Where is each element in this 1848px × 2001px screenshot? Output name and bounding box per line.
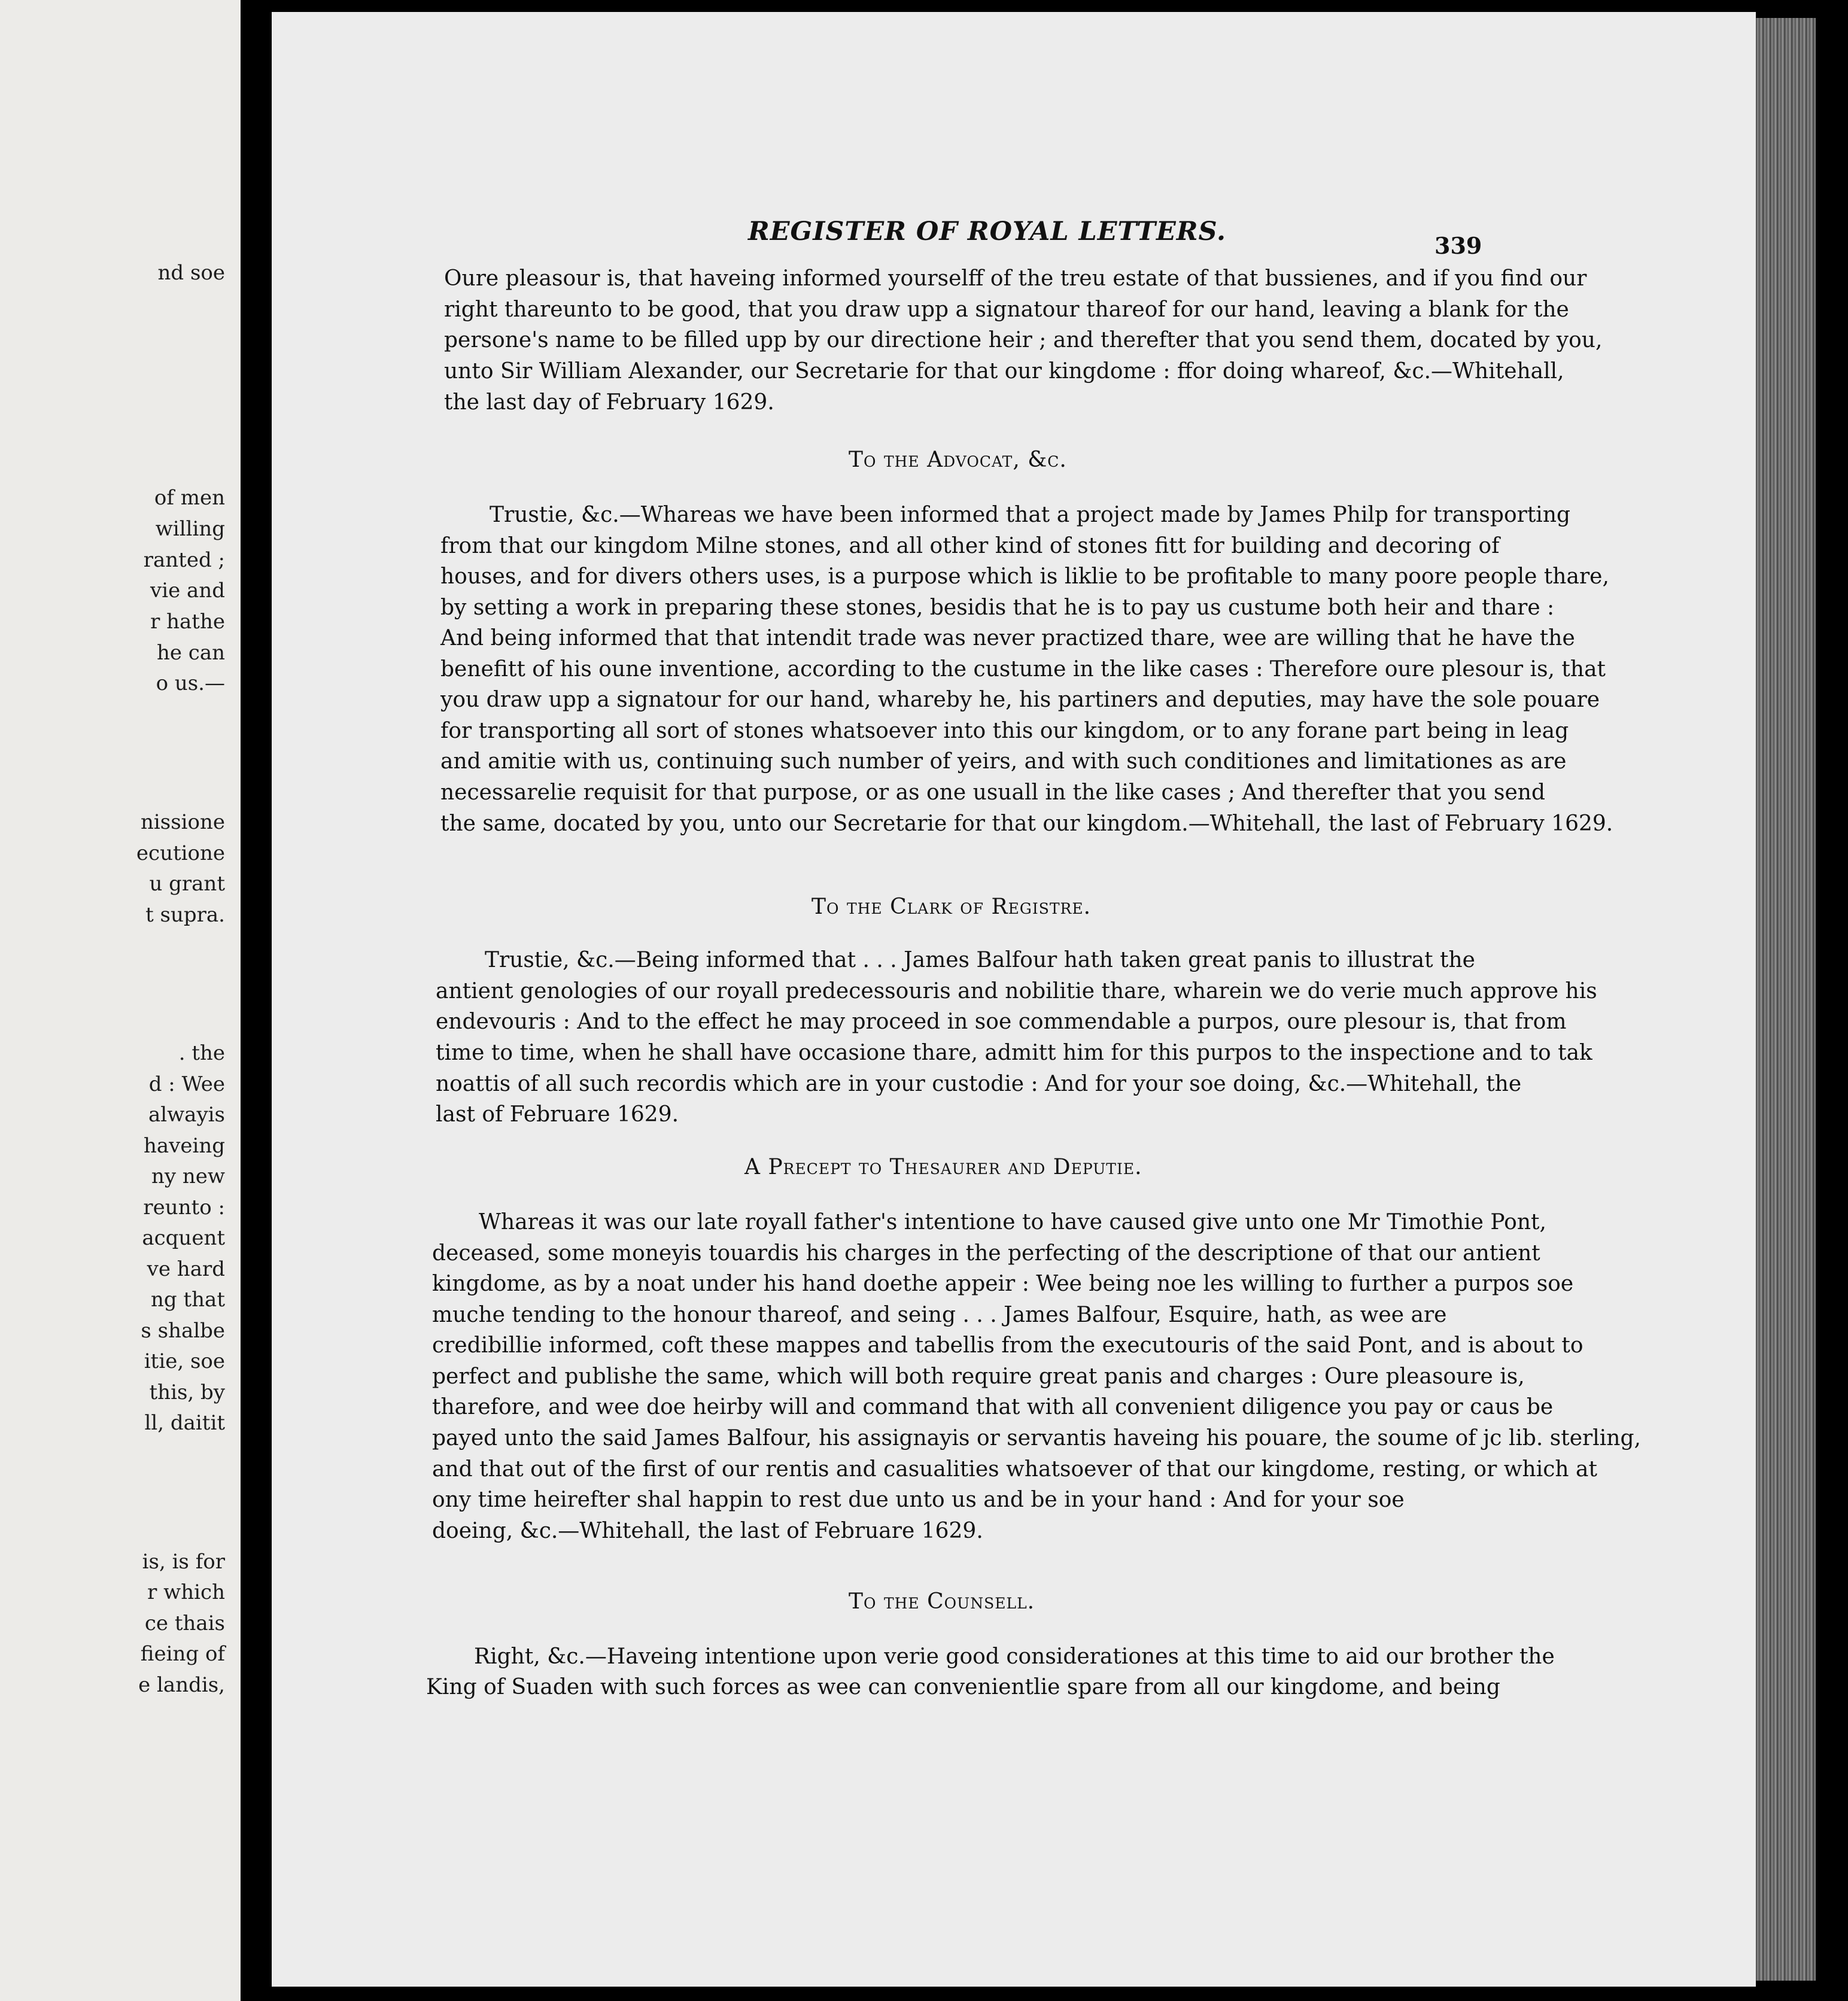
text-line: Right, &c.—Haveing intentione upon verie good considerationes at this time to aid our brother the bbox=[474, 1644, 1555, 1669]
running-header: REGISTER OF ROYAL LETTERS. bbox=[748, 217, 1227, 247]
left-fragment: haveing bbox=[143, 1134, 225, 1158]
left-fragment: e landis, bbox=[138, 1673, 225, 1697]
text-line: kingdome, as by a noat under his hand doethe appeir : Wee being noe les willing to further a purpos soe bbox=[432, 1272, 1574, 1296]
text-line: antient genologies of our royall predecessouris and nobilitie thare, wharein we do verie much approve his bbox=[436, 979, 1597, 1003]
text-line: right thareunto to be good, that you draw upp a signatour thareof for our hand, leaving a blank for the bbox=[444, 297, 1569, 322]
text-line: credibillie informed, coft these mappes and tabellis from the executouris of the said Pont, and is about to bbox=[432, 1333, 1583, 1358]
text-line: the same, docated by you, unto our Secretarie for that our kingdom.—Whitehall, the last of February 1629. bbox=[440, 811, 1613, 836]
text-line: King of Suaden with such forces as wee can convenientlie spare from all our kingdome, and being bbox=[426, 1675, 1500, 1699]
left-fragment: ng that bbox=[151, 1288, 225, 1312]
left-fragment: d : Wee bbox=[148, 1072, 225, 1096]
left-fragment: . the bbox=[178, 1041, 225, 1065]
text-line: necessarelie requisit for that purpose, or as one usuall in the like cases ; And therefter that you send bbox=[440, 780, 1546, 805]
left-fragment: u grant bbox=[149, 872, 225, 896]
text-line: persone's name to be filled upp by our directione heir ; and therefter that you send them, docated by you, bbox=[444, 328, 1603, 352]
text-line: endevouris : And to the effect he may proceed in soe commendable a purpos, oure plesour is, that from bbox=[436, 1009, 1567, 1034]
left-fragment: ce thais bbox=[144, 1611, 225, 1635]
page-edges bbox=[1756, 18, 1816, 1981]
left-fragment: fieing of bbox=[140, 1642, 225, 1666]
left-fragment: o us.— bbox=[156, 671, 225, 695]
section-heading: To the Clark of Registre. bbox=[811, 895, 1092, 919]
text-line: perfect and publishe the same, which will both require great panis and charges : Oure pleasoure is, bbox=[432, 1364, 1525, 1389]
left-fragment: ecutione bbox=[136, 841, 225, 865]
book-gutter bbox=[241, 0, 272, 2001]
text-line: tharefore, and wee doe heirby will and command that with all convenient diligence you pay or caus be bbox=[432, 1395, 1554, 1419]
left-fragment: r hathe bbox=[150, 610, 225, 634]
section-heading: To the Advocat, &c. bbox=[849, 448, 1067, 472]
text-line: ony time heirefter shal happin to rest due unto us and be in your hand : And for your soe bbox=[432, 1488, 1405, 1512]
left-fragment: is, is for bbox=[142, 1550, 225, 1574]
text-line: by setting a work in preparing these stones, besidis that he is to pay us custume both heir and thare : bbox=[440, 595, 1555, 620]
left-fragment: nd soe bbox=[157, 261, 225, 285]
text-line: deceased, some moneyis touardis his charges in the perfecting of the descriptione of that our antient bbox=[432, 1241, 1540, 1266]
text-line: Trustie, &c.—Whareas we have been informed that a project made by James Philp for transporting bbox=[490, 503, 1571, 527]
left-fragment: reunto : bbox=[143, 1196, 225, 1220]
left-fragment: acquent bbox=[142, 1226, 225, 1250]
left-fragment: itie, soe bbox=[144, 1349, 225, 1373]
left-fragment: ve hard bbox=[147, 1257, 225, 1281]
text-line: noattis of all such recordis which are in your custodie : And for your soe doing, &c.—Whitehall, the bbox=[436, 1072, 1522, 1096]
left-fragment: he can bbox=[156, 641, 225, 665]
text-line: houses, and for divers others uses, is a purpose which is liklie to be profitable to many poore people thare, bbox=[440, 564, 1609, 589]
text-line: and that out of the first of our rentis and casualities whatsoever of that our kingdome, resting, or which at bbox=[432, 1457, 1597, 1482]
left-fragment: ranted ; bbox=[143, 548, 225, 572]
text-line: And being informed that that intendit trade was never practized thare, wee are willing that he have the bbox=[440, 626, 1575, 650]
text-line: Oure pleasour is, that haveing informed yourselff of the treu estate of that bussienes, and if you find our bbox=[444, 266, 1587, 291]
text-line: unto Sir William Alexander, our Secretarie for that our kingdome : ffor doing whareof, &c.—Whitehall, bbox=[444, 359, 1564, 384]
text-line: last of Februare 1629. bbox=[436, 1102, 679, 1127]
text-line: you draw upp a signatour for our hand, whareby he, his partiners and deputies, may have the sole pouare bbox=[440, 688, 1600, 712]
text-line: muche tending to the honour thareof, and seing . . . James Balfour, Esquire, hath, as wee are bbox=[432, 1303, 1447, 1327]
left-fragment: r which bbox=[147, 1580, 225, 1604]
text-line: Whareas it was our late royall father's intentione to have caused give unto one Mr Timothie Pont, bbox=[479, 1210, 1546, 1234]
left-fragment: ll, daitit bbox=[144, 1411, 225, 1435]
left-fragment: ny new bbox=[151, 1164, 225, 1188]
text-line: for transporting all sort of stones whatsoever into this our kingdom, or to any forane part being in leag bbox=[440, 719, 1569, 743]
text-line: Trustie, &c.—Being informed that . . . James Balfour hath taken great panis to illustrat the bbox=[485, 948, 1475, 972]
text-line: and amitie with us, continuing such number of yeirs, and with such conditiones and limitationes as are bbox=[440, 749, 1567, 774]
left-fragment: vie and bbox=[150, 579, 225, 603]
text-line: doeing, &c.—Whitehall, the last of Februare 1629. bbox=[432, 1519, 983, 1543]
left-fragment: s shalbe bbox=[141, 1319, 225, 1343]
left-fragment: alwayis bbox=[148, 1103, 225, 1127]
page-number: 339 bbox=[1434, 232, 1482, 259]
text-line: from that our kingdom Milne stones, and all other kind of stones fitt for building and decoring of bbox=[440, 534, 1500, 558]
text-line: payed unto the said James Balfour, his assignayis or servantis haveing his pouare, the soume of jc lib. sterling, bbox=[432, 1426, 1641, 1450]
left-fragment: of men bbox=[154, 486, 225, 510]
section-heading: A Precept to Thesaurer and Deputie. bbox=[744, 1155, 1142, 1179]
text-line: time to time, when he shall have occasione thare, admitt him for this purpos to the inspectione and to tak bbox=[436, 1041, 1592, 1065]
section-heading: To the Counsell. bbox=[849, 1589, 1035, 1614]
left-page bbox=[0, 0, 241, 2001]
left-fragment: nissione bbox=[140, 810, 225, 834]
text-line: the last day of February 1629. bbox=[444, 390, 774, 415]
text-line: benefitt of his oune inventione, according to the custume in the like cases : Therefore oure plesour is, that bbox=[440, 657, 1606, 682]
left-fragment: willing bbox=[155, 517, 225, 541]
left-fragment: this, by bbox=[149, 1380, 225, 1404]
left-fragment: t supra. bbox=[145, 903, 225, 927]
